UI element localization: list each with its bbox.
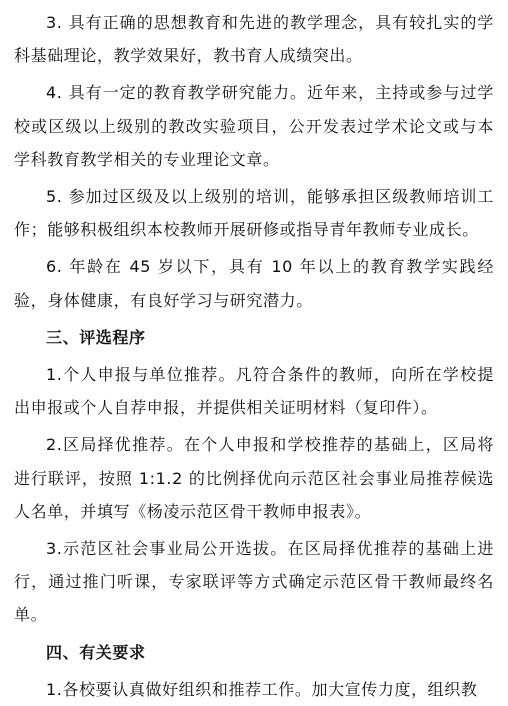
section-heading-requirements: 四、有关要求 — [46, 642, 146, 662]
criterion-4-paragraph: 4. 具有一定的教育教学研究能力。近年来，主持或参与过学校或区级以上级别的教改实验项目，公开发表过学术论文或与本学科教育教学相关的专业理论文章。 — [14, 83, 494, 169]
criterion-3-paragraph: 3. 具有正确的思想教育和先进的教学理念，具有较扎实的学科基础理论，教学效果好，教书育人成绩突出。 — [14, 13, 494, 66]
criterion-5-paragraph: 5. 参加过区级及以上级别的培训，能够承担区级教师培训工作；能够积极组织本校教师开展研修或指导青年教师专业成长。 — [14, 187, 494, 240]
procedure-3-paragraph: 3.示范区社会事业局公开选拔。在区局择优推荐的基础上进行，通过推门听课，专家联评等方式确定示范区骨干教师最终名单。 — [14, 539, 494, 625]
procedure-2-paragraph: 2.区局择优推荐。在个人申报和学校推荐的基础上，区局将进行联评，按照 1:1.2 的比例择优向示范区社会事业局推荐候选人名单，并填写《杨凌示范区骨干教师申报表》。 — [14, 435, 494, 521]
criterion-6-paragraph: 6. 年龄在 45 岁以下，具有 10 年以上的教育教学实践经验，身体健康，有良好学习与研究潜力。 — [14, 257, 494, 310]
requirement-1-paragraph: 1.各校要认真做好组织和推荐工作。加大宣传力度，组织教 — [46, 679, 478, 699]
procedure-1-paragraph: 1.个人申报与单位推荐。凡符合条件的教师，向所在学校提出申报或个人自荐申报，并提供相关证明材料（复印件）。 — [14, 365, 494, 418]
section-heading-selection-procedure: 三、评选程序 — [46, 327, 146, 347]
